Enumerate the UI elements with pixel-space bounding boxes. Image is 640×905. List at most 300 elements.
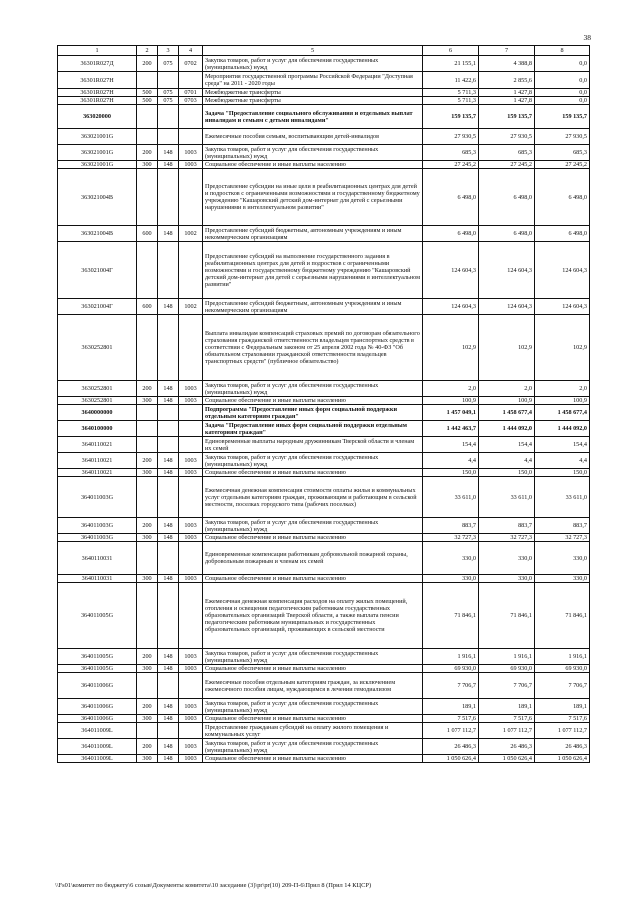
value-cell-8: 330,0 bbox=[535, 542, 590, 575]
value-cell-7: 27 930,5 bbox=[479, 129, 535, 145]
value-cell-7: 4,4 bbox=[479, 453, 535, 469]
value-cell-6: 27 930,5 bbox=[423, 129, 479, 145]
cell-col2 bbox=[137, 437, 158, 453]
table-row bbox=[58, 673, 590, 699]
column-header: 7 bbox=[479, 46, 535, 56]
cell-col3 bbox=[158, 437, 179, 453]
name-cell: Ежемесячная денежная компенсация расходов на оплату жилых помещений, отопления и освещения педагогическим работникам государственных образовательных организаций Тверской области, а также выплата пенсии педагогическим работникам муниципальных и государственных образовательных организаций, проживающих в сельской местности bbox=[203, 583, 423, 649]
table-row bbox=[58, 715, 590, 723]
cell-col4: 1003 bbox=[179, 161, 203, 169]
value-cell-7: 1 427,8 bbox=[479, 89, 535, 97]
table-row bbox=[58, 405, 590, 421]
code-cell: 364011009L bbox=[58, 755, 137, 763]
cell-col3: 148 bbox=[158, 161, 179, 169]
name-cell: Социальное обеспечение и иные выплаты населению bbox=[203, 161, 423, 169]
code-cell: 364011006G bbox=[58, 673, 137, 699]
cell-col4: 1003 bbox=[179, 575, 203, 583]
code-cell: 3640100000 bbox=[58, 421, 137, 437]
value-cell-7: 7 517,6 bbox=[479, 715, 535, 723]
value-cell-8: 1 077 112,7 bbox=[535, 723, 590, 739]
value-cell-6: 4,4 bbox=[423, 453, 479, 469]
value-cell-7: 159 135,7 bbox=[479, 105, 535, 129]
cell-col4 bbox=[179, 105, 203, 129]
value-cell-6: 71 846,1 bbox=[423, 583, 479, 649]
code-cell: 3630252801 bbox=[58, 315, 137, 381]
value-cell-8: 154,4 bbox=[535, 437, 590, 453]
value-cell-8: 71 846,1 bbox=[535, 583, 590, 649]
value-cell-8: 189,1 bbox=[535, 699, 590, 715]
code-cell: 363021004Г bbox=[58, 299, 137, 315]
cell-col3 bbox=[158, 673, 179, 699]
cell-col2: 600 bbox=[137, 226, 158, 242]
cell-col4 bbox=[179, 405, 203, 421]
code-cell: 3640110021 bbox=[58, 469, 137, 477]
name-cell: Ежемесячные пособия отдельным категориям граждан, за исключением ежемесячного пособия лицам, нуждающимся в лечении гемодиализом bbox=[203, 673, 423, 699]
name-cell: Закупка товаров, работ и услуг для обеспечения государственных (муниципальных) нужд bbox=[203, 453, 423, 469]
cell-col2: 300 bbox=[137, 715, 158, 723]
name-cell: Закупка товаров, работ и услуг для обеспечения государственных (муниципальных) нужд bbox=[203, 699, 423, 715]
code-cell: 363021001G bbox=[58, 161, 137, 169]
value-cell-6: 1 050 626,4 bbox=[423, 755, 479, 763]
page-number: 38 bbox=[583, 33, 591, 42]
cell-col4 bbox=[179, 315, 203, 381]
cell-col3: 148 bbox=[158, 715, 179, 723]
cell-col4 bbox=[179, 129, 203, 145]
table-row bbox=[58, 453, 590, 469]
value-cell-6: 7 517,6 bbox=[423, 715, 479, 723]
code-cell: 3640110021 bbox=[58, 453, 137, 469]
table-row bbox=[58, 397, 590, 405]
code-cell: 363021004В bbox=[58, 226, 137, 242]
value-cell-6: 124 604,3 bbox=[423, 242, 479, 299]
value-cell-8: 1 050 626,4 bbox=[535, 755, 590, 763]
value-cell-8: 2,0 bbox=[535, 381, 590, 397]
code-cell: 364011009L bbox=[58, 723, 137, 739]
column-header: 4 bbox=[179, 46, 203, 56]
code-cell: 3640110021 bbox=[58, 437, 137, 453]
cell-col2 bbox=[137, 105, 158, 129]
cell-col2 bbox=[137, 723, 158, 739]
name-cell: Ежемесячная денежная компенсация стоимости оплаты жилья и коммунальных услуг отдельным категориям граждан, проживающим и работающим в сельской местности, поселках городского типа (рабочих поселках) bbox=[203, 477, 423, 518]
table-row bbox=[58, 699, 590, 715]
table-row bbox=[58, 477, 590, 518]
value-cell-7: 124 604,3 bbox=[479, 242, 535, 299]
table-row bbox=[58, 739, 590, 755]
value-cell-7: 6 498,0 bbox=[479, 226, 535, 242]
cell-col3: 148 bbox=[158, 699, 179, 715]
cell-col3: 148 bbox=[158, 381, 179, 397]
value-cell-6: 11 422,6 bbox=[423, 72, 479, 89]
value-cell-7: 26 486,3 bbox=[479, 739, 535, 755]
header-row bbox=[58, 46, 590, 56]
table-row bbox=[58, 169, 590, 226]
code-cell: 364011003G bbox=[58, 518, 137, 534]
value-cell-7: 7 706,7 bbox=[479, 673, 535, 699]
value-cell-6: 154,4 bbox=[423, 437, 479, 453]
table-row bbox=[58, 583, 590, 649]
value-cell-7: 1 050 626,4 bbox=[479, 755, 535, 763]
table-row bbox=[58, 665, 590, 673]
value-cell-7: 69 930,0 bbox=[479, 665, 535, 673]
table-row bbox=[58, 97, 590, 105]
value-cell-7: 6 498,0 bbox=[479, 169, 535, 226]
cell-col4 bbox=[179, 437, 203, 453]
name-cell: Предоставление субсидий бюджетным, автономным учреждениям и иным некоммерческим организациям bbox=[203, 299, 423, 315]
value-cell-7: 150,0 bbox=[479, 469, 535, 477]
cell-col4 bbox=[179, 477, 203, 518]
code-cell: 364011005G bbox=[58, 649, 137, 665]
code-cell: 364011009L bbox=[58, 739, 137, 755]
value-cell-7: 330,0 bbox=[479, 542, 535, 575]
table-row bbox=[58, 299, 590, 315]
value-cell-8: 883,7 bbox=[535, 518, 590, 534]
cell-col3: 148 bbox=[158, 145, 179, 161]
name-cell: Предоставление субсидии на иные цели в реабилитационных центрах для детей и подростков с ограниченными возможностями и государственному бюджетному учреждению "Кашаровский детский дом-интернат для детей с серьезными нарушениями в интеллектуальном развитии" bbox=[203, 169, 423, 226]
table-row bbox=[58, 56, 590, 72]
cell-col4: 1003 bbox=[179, 469, 203, 477]
cell-col3: 148 bbox=[158, 755, 179, 763]
value-cell-7: 27 245,2 bbox=[479, 161, 535, 169]
cell-col4 bbox=[179, 542, 203, 575]
cell-col4: 1003 bbox=[179, 397, 203, 405]
cell-col2 bbox=[137, 673, 158, 699]
cell-col4: 1003 bbox=[179, 715, 203, 723]
column-header: 5 bbox=[203, 46, 423, 56]
value-cell-8: 26 486,3 bbox=[535, 739, 590, 755]
cell-col2: 200 bbox=[137, 145, 158, 161]
table-row bbox=[58, 226, 590, 242]
cell-col3: 075 bbox=[158, 97, 179, 105]
cell-col3 bbox=[158, 315, 179, 381]
value-cell-8: 6 498,0 bbox=[535, 169, 590, 226]
value-cell-7: 124 604,3 bbox=[479, 299, 535, 315]
code-cell: 363021001G bbox=[58, 129, 137, 145]
value-cell-7: 330,0 bbox=[479, 575, 535, 583]
value-cell-6: 33 611,0 bbox=[423, 477, 479, 518]
value-cell-6: 1 442 463,7 bbox=[423, 421, 479, 437]
cell-col2 bbox=[137, 421, 158, 437]
value-cell-7: 1 444 092,0 bbox=[479, 421, 535, 437]
column-header: 1 bbox=[58, 46, 137, 56]
cell-col3 bbox=[158, 421, 179, 437]
name-cell: Задача "Предоставление социального обслуживания и отдельных выплат инвалидам и семьям с детьми инвалидами" bbox=[203, 105, 423, 129]
table-row bbox=[58, 72, 590, 89]
cell-col4 bbox=[179, 169, 203, 226]
cell-col4 bbox=[179, 583, 203, 649]
table-row bbox=[58, 755, 590, 763]
table-row bbox=[58, 145, 590, 161]
cell-col2: 200 bbox=[137, 699, 158, 715]
cell-col4: 1003 bbox=[179, 534, 203, 542]
cell-col3: 148 bbox=[158, 226, 179, 242]
value-cell-7: 2 855,6 bbox=[479, 72, 535, 89]
value-cell-8: 124 604,3 bbox=[535, 242, 590, 299]
budget-table bbox=[57, 45, 590, 763]
cell-col2 bbox=[137, 169, 158, 226]
cell-col2: 200 bbox=[137, 739, 158, 755]
value-cell-6: 102,9 bbox=[423, 315, 479, 381]
cell-col3 bbox=[158, 242, 179, 299]
value-cell-8: 100,9 bbox=[535, 397, 590, 405]
name-cell: Выплата инвалидам компенсаций страховых премий по договорам обязательного страхования гражданской ответственности владельцев транспортных средств в соответствии с Федеральным законом от 25 апреля 2002 года № 40-ФЗ "Об обязательном страховании гражданской ответственности владельцев транспортных средств" (публичное обязательство) bbox=[203, 315, 423, 381]
value-cell-6: 883,7 bbox=[423, 518, 479, 534]
footer-file-path: \\Fs01\комитет по бюджету\6 созыв\Документы комитета\10 заседание (3)\pr\pr(10) 209-П-6\Прил 8 (Прил 14 КЦСР) bbox=[55, 882, 372, 889]
value-cell-6: 27 245,2 bbox=[423, 161, 479, 169]
value-cell-6: 6 498,0 bbox=[423, 169, 479, 226]
cell-col2 bbox=[137, 129, 158, 145]
table-row bbox=[58, 649, 590, 665]
name-cell: Закупка товаров, работ и услуг для обеспечения государственных (муниципальных) нужд bbox=[203, 145, 423, 161]
cell-col3 bbox=[158, 723, 179, 739]
cell-col2: 300 bbox=[137, 397, 158, 405]
cell-col3: 075 bbox=[158, 89, 179, 97]
value-cell-8: 150,0 bbox=[535, 469, 590, 477]
value-cell-6: 189,1 bbox=[423, 699, 479, 715]
value-cell-7: 2,0 bbox=[479, 381, 535, 397]
value-cell-8: 685,3 bbox=[535, 145, 590, 161]
cell-col2: 300 bbox=[137, 665, 158, 673]
value-cell-6: 69 930,0 bbox=[423, 665, 479, 673]
value-cell-8: 0,0 bbox=[535, 97, 590, 105]
name-cell: Предоставление субсидий на выполнение государственного задания в реабилитационных центрах для детей и подростков с ограниченными возможностями и государственному бюджетному учреждению "Кашаровский детский дом-интернат для детей с серьезными нарушениями в интеллектуальном развитии" bbox=[203, 242, 423, 299]
code-cell: 3640110031 bbox=[58, 575, 137, 583]
cell-col3 bbox=[158, 477, 179, 518]
cell-col2: 300 bbox=[137, 469, 158, 477]
value-cell-8: 330,0 bbox=[535, 575, 590, 583]
code-cell: 36301R027Н bbox=[58, 89, 137, 97]
name-cell: Социальное обеспечение и иные выплаты населению bbox=[203, 469, 423, 477]
code-cell: 3630252801 bbox=[58, 397, 137, 405]
name-cell: Социальное обеспечение и иные выплаты населению bbox=[203, 665, 423, 673]
cell-col3 bbox=[158, 583, 179, 649]
cell-col4: 1003 bbox=[179, 699, 203, 715]
value-cell-7: 1 427,8 bbox=[479, 97, 535, 105]
value-cell-6: 124 604,3 bbox=[423, 299, 479, 315]
cell-col2: 300 bbox=[137, 575, 158, 583]
cell-col2 bbox=[137, 542, 158, 575]
code-cell: 3640000000 bbox=[58, 405, 137, 421]
value-cell-7: 1 077 112,7 bbox=[479, 723, 535, 739]
code-cell: 363021004Г bbox=[58, 242, 137, 299]
cell-col4: 1003 bbox=[179, 649, 203, 665]
cell-col2: 200 bbox=[137, 649, 158, 665]
table-row bbox=[58, 242, 590, 299]
cell-col4: 1003 bbox=[179, 145, 203, 161]
cell-col4: 1003 bbox=[179, 381, 203, 397]
cell-col2: 500 bbox=[137, 97, 158, 105]
value-cell-7: 1 458 677,4 bbox=[479, 405, 535, 421]
value-cell-6: 100,9 bbox=[423, 397, 479, 405]
value-cell-8: 1 916,1 bbox=[535, 649, 590, 665]
name-cell: Межбюджетные трансферты bbox=[203, 89, 423, 97]
value-cell-6: 21 155,1 bbox=[423, 56, 479, 72]
cell-col2: 300 bbox=[137, 755, 158, 763]
code-cell: 3640110031 bbox=[58, 542, 137, 575]
cell-col4 bbox=[179, 421, 203, 437]
cell-col4 bbox=[179, 72, 203, 89]
cell-col3 bbox=[158, 169, 179, 226]
cell-col3 bbox=[158, 105, 179, 129]
cell-col4: 1003 bbox=[179, 453, 203, 469]
table-row bbox=[58, 105, 590, 129]
value-cell-8: 0,0 bbox=[535, 56, 590, 72]
name-cell: Задача "Предоставление иных форм социальной поддержки отдельным категориям граждан" bbox=[203, 421, 423, 437]
table-row bbox=[58, 542, 590, 575]
cell-col3 bbox=[158, 129, 179, 145]
cell-col3: 148 bbox=[158, 665, 179, 673]
value-cell-8: 27 930,5 bbox=[535, 129, 590, 145]
table-row bbox=[58, 315, 590, 381]
value-cell-7: 1 916,1 bbox=[479, 649, 535, 665]
value-cell-7: 883,7 bbox=[479, 518, 535, 534]
value-cell-6: 26 486,3 bbox=[423, 739, 479, 755]
value-cell-7: 32 727,3 bbox=[479, 534, 535, 542]
cell-col4: 1002 bbox=[179, 299, 203, 315]
value-cell-8: 0,0 bbox=[535, 72, 590, 89]
cell-col2 bbox=[137, 477, 158, 518]
value-cell-8: 124 604,3 bbox=[535, 299, 590, 315]
cell-col2 bbox=[137, 242, 158, 299]
table-row bbox=[58, 421, 590, 437]
cell-col3: 148 bbox=[158, 453, 179, 469]
cell-col4: 1002 bbox=[179, 226, 203, 242]
value-cell-7: 33 611,0 bbox=[479, 477, 535, 518]
table-body bbox=[58, 56, 590, 763]
value-cell-7: 71 846,1 bbox=[479, 583, 535, 649]
code-cell: 36301R027Д bbox=[58, 56, 137, 72]
value-cell-7: 4 388,8 bbox=[479, 56, 535, 72]
name-cell: Социальное обеспечение и иные выплаты населению bbox=[203, 575, 423, 583]
value-cell-6: 1 916,1 bbox=[423, 649, 479, 665]
value-cell-6: 32 727,3 bbox=[423, 534, 479, 542]
value-cell-8: 1 458 677,4 bbox=[535, 405, 590, 421]
code-cell: 364011005G bbox=[58, 665, 137, 673]
name-cell: Подпрограмма "Предоставление иных форм социальной поддержки отдельным категориям граждан" bbox=[203, 405, 423, 421]
cell-col3: 148 bbox=[158, 739, 179, 755]
cell-col2: 200 bbox=[137, 381, 158, 397]
cell-col3: 148 bbox=[158, 299, 179, 315]
table-row bbox=[58, 161, 590, 169]
name-cell: Ежемесячные пособия семьям, воспитывающим детей-инвалидов bbox=[203, 129, 423, 145]
code-cell: 364011006G bbox=[58, 715, 137, 723]
value-cell-8: 102,9 bbox=[535, 315, 590, 381]
column-header: 8 bbox=[535, 46, 590, 56]
code-cell: 364011006G bbox=[58, 699, 137, 715]
table-row bbox=[58, 89, 590, 97]
value-cell-6: 5 711,3 bbox=[423, 97, 479, 105]
name-cell: Закупка товаров, работ и услуг для обеспечения государственных (муниципальных) нужд bbox=[203, 739, 423, 755]
table-row bbox=[58, 575, 590, 583]
cell-col2: 500 bbox=[137, 89, 158, 97]
cell-col3: 075 bbox=[158, 56, 179, 72]
value-cell-7: 102,9 bbox=[479, 315, 535, 381]
cell-col2: 600 bbox=[137, 299, 158, 315]
column-header: 6 bbox=[423, 46, 479, 56]
name-cell: Закупка товаров, работ и услуг для обеспечения государственных (муниципальных) нужд bbox=[203, 649, 423, 665]
cell-col2 bbox=[137, 315, 158, 381]
name-cell: Единовременные компенсации работникам добровольной пожарной охраны, добровольным пожарным и членам их семей bbox=[203, 542, 423, 575]
cell-col2: 300 bbox=[137, 161, 158, 169]
cell-col3 bbox=[158, 542, 179, 575]
value-cell-6: 330,0 bbox=[423, 575, 479, 583]
value-cell-6: 7 706,7 bbox=[423, 673, 479, 699]
cell-col4: 1003 bbox=[179, 755, 203, 763]
cell-col2 bbox=[137, 405, 158, 421]
cell-col2: 200 bbox=[137, 56, 158, 72]
value-cell-7: 100,9 bbox=[479, 397, 535, 405]
cell-col2: 200 bbox=[137, 518, 158, 534]
value-cell-6: 6 498,0 bbox=[423, 226, 479, 242]
cell-col3: 148 bbox=[158, 397, 179, 405]
cell-col4: 0701 bbox=[179, 89, 203, 97]
name-cell: Социальное обеспечение и иные выплаты населению bbox=[203, 755, 423, 763]
cell-col4: 1003 bbox=[179, 518, 203, 534]
name-cell: Мероприятия государственной программы Российской Федерации "Доступная среда" на 2011 - 2020 годы bbox=[203, 72, 423, 89]
cell-col3: 148 bbox=[158, 518, 179, 534]
value-cell-6: 5 711,3 bbox=[423, 89, 479, 97]
value-cell-6: 685,3 bbox=[423, 145, 479, 161]
name-cell: Социальное обеспечение и иные выплаты населению bbox=[203, 715, 423, 723]
code-cell: 36301R027Н bbox=[58, 97, 137, 105]
value-cell-7: 189,1 bbox=[479, 699, 535, 715]
value-cell-8: 7 706,7 bbox=[535, 673, 590, 699]
table-row bbox=[58, 437, 590, 453]
value-cell-8: 69 930,0 bbox=[535, 665, 590, 673]
table-row bbox=[58, 129, 590, 145]
cell-col4: 1003 bbox=[179, 665, 203, 673]
value-cell-7: 685,3 bbox=[479, 145, 535, 161]
value-cell-6: 1 457 049,1 bbox=[423, 405, 479, 421]
code-cell: 3630252801 bbox=[58, 381, 137, 397]
table-row bbox=[58, 381, 590, 397]
value-cell-8: 4,4 bbox=[535, 453, 590, 469]
name-cell: Закупка товаров, работ и услуг для обеспечения государственных (муниципальных) нужд bbox=[203, 381, 423, 397]
value-cell-6: 330,0 bbox=[423, 542, 479, 575]
code-cell: 364011005G bbox=[58, 583, 137, 649]
name-cell: Межбюджетные трансферты bbox=[203, 97, 423, 105]
code-cell: 36301R027Н bbox=[58, 72, 137, 89]
value-cell-6: 150,0 bbox=[423, 469, 479, 477]
cell-col3: 148 bbox=[158, 534, 179, 542]
value-cell-8: 0,0 bbox=[535, 89, 590, 97]
cell-col4 bbox=[179, 723, 203, 739]
code-cell: 363021001G bbox=[58, 145, 137, 161]
code-cell: 363020000 bbox=[58, 105, 137, 129]
code-cell: 363021004В bbox=[58, 169, 137, 226]
cell-col3: 148 bbox=[158, 649, 179, 665]
cell-col2 bbox=[137, 72, 158, 89]
code-cell: 364011003G bbox=[58, 534, 137, 542]
cell-col4 bbox=[179, 673, 203, 699]
name-cell: Единовременные выплаты народным дружинникам Тверской области и членам их семей bbox=[203, 437, 423, 453]
value-cell-8: 33 611,0 bbox=[535, 477, 590, 518]
value-cell-8: 159 135,7 bbox=[535, 105, 590, 129]
name-cell: Предоставление гражданам субсидий на оплату жилого помещения и коммунальных услуг bbox=[203, 723, 423, 739]
value-cell-8: 32 727,3 bbox=[535, 534, 590, 542]
cell-col4: 1003 bbox=[179, 739, 203, 755]
name-cell: Социальное обеспечение и иные выплаты населению bbox=[203, 534, 423, 542]
cell-col3 bbox=[158, 405, 179, 421]
code-cell: 364011003G bbox=[58, 477, 137, 518]
name-cell: Закупка товаров, работ и услуг для обеспечения государственных (муниципальных) нужд bbox=[203, 518, 423, 534]
name-cell: Социальное обеспечение и иные выплаты населению bbox=[203, 397, 423, 405]
cell-col2: 200 bbox=[137, 453, 158, 469]
table-row bbox=[58, 723, 590, 739]
value-cell-6: 1 077 112,7 bbox=[423, 723, 479, 739]
cell-col4: 0703 bbox=[179, 97, 203, 105]
table-row bbox=[58, 534, 590, 542]
table-row bbox=[58, 469, 590, 477]
